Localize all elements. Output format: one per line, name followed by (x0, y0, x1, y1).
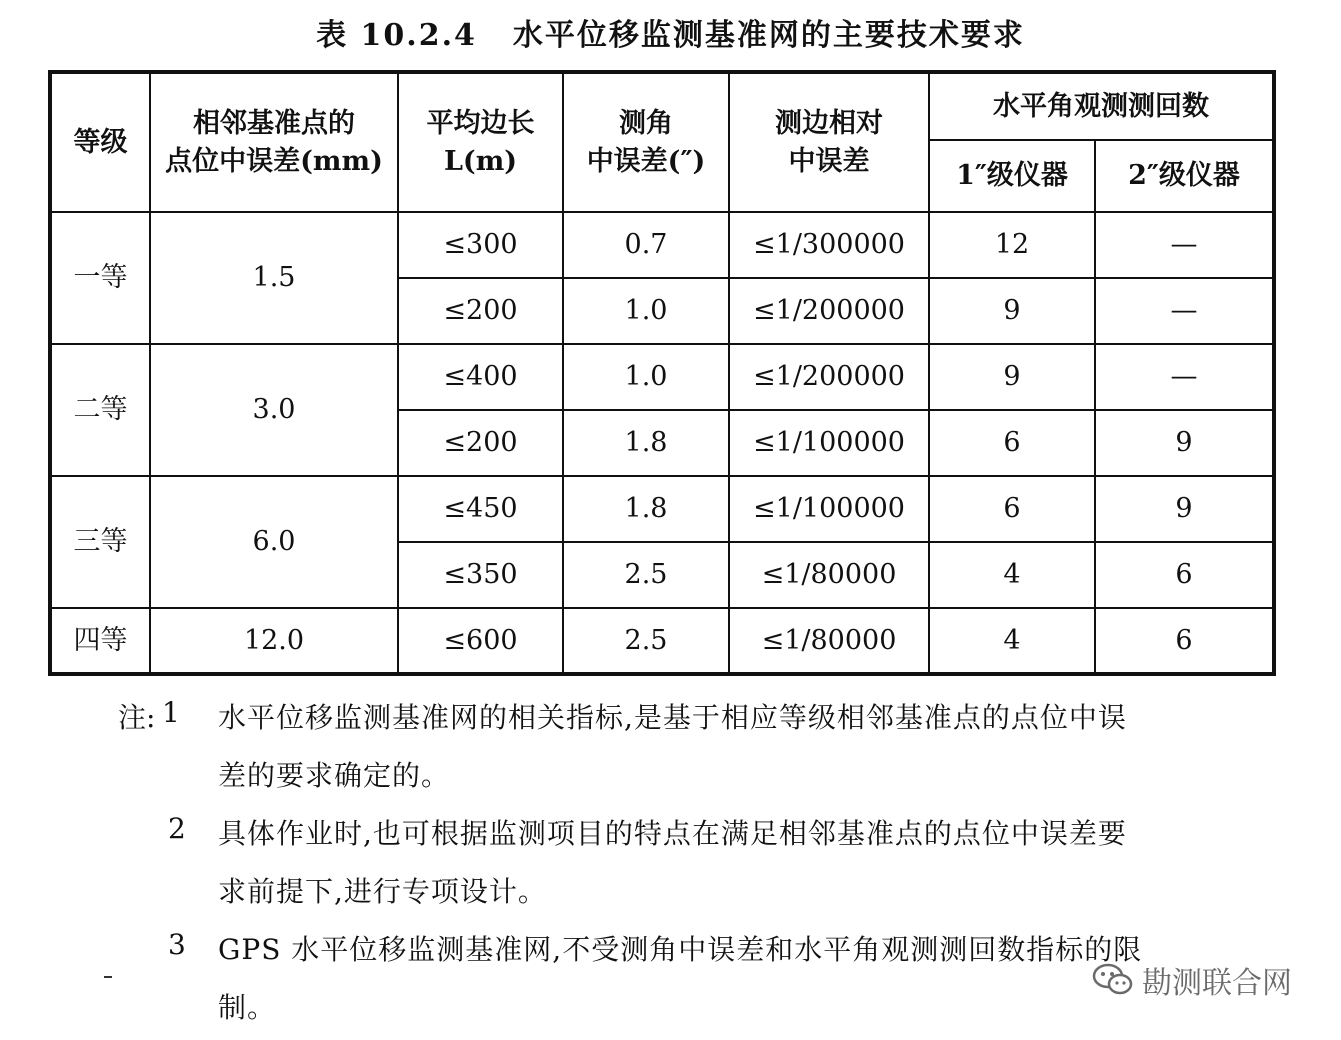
cell-grade: 一等 (50, 212, 150, 344)
cell-rounds-1: 6 (929, 410, 1095, 476)
cell-point-error: 12.0 (150, 608, 398, 674)
cell-angle-error: 2.5 (563, 542, 729, 608)
cell-point-error: 6.0 (150, 476, 398, 608)
cell-relative-error: ≤1/80000 (729, 542, 929, 608)
cell-angle-error: 1.8 (563, 476, 729, 542)
note-number: 3 (168, 928, 186, 961)
table-row (50, 212, 1274, 278)
header-point-error: 相邻基准点的 点位中误差(mm) (150, 72, 398, 212)
header-side-length: 平均边长 L(m) (398, 72, 563, 212)
header-angle-error: 测角 中误差(″) (563, 72, 729, 212)
watermark (1092, 958, 1292, 1002)
cell-side-length: ≤300 (398, 212, 563, 278)
cell-side-length: ≤450 (398, 476, 563, 542)
cell-side-length: ≤350 (398, 542, 563, 608)
cell-rounds-2: 9 (1095, 476, 1274, 542)
note-number: 2 (168, 812, 186, 845)
cell-side-length: ≤400 (398, 344, 563, 410)
technical-requirements-table (48, 70, 1276, 676)
cell-point-error: 1.5 (150, 212, 398, 344)
cell-rounds-2: 9 (1095, 410, 1274, 476)
cell-angle-error: 1.0 (563, 344, 729, 410)
cell-angle-error: 1.0 (563, 278, 729, 344)
note-text-line: 制。 (218, 991, 277, 1024)
table-row (50, 476, 1274, 542)
cell-rounds-1: 9 (929, 278, 1095, 344)
cell-side-length: ≤600 (398, 608, 563, 674)
cell-relative-error: ≤1/300000 (729, 212, 929, 278)
cell-grade: 四等 (50, 608, 150, 674)
cell-grade: 三等 (50, 476, 150, 608)
wechat-icon (1092, 961, 1134, 999)
header-instrument-1: 1″级仪器 (929, 140, 1095, 212)
cell-rounds-1: 4 (929, 608, 1095, 674)
table-number: 表 10.2.4 (316, 18, 477, 53)
cell-relative-error: ≤1/100000 (729, 476, 929, 542)
cell-relative-error: ≤1/80000 (729, 608, 929, 674)
table-title (0, 10, 1341, 54)
notes-label: 注: (118, 701, 156, 734)
cell-side-length: ≤200 (398, 278, 563, 344)
cell-point-error: 3.0 (150, 344, 398, 476)
cell-relative-error: ≤1/100000 (729, 410, 929, 476)
note-text-line: 差的要求确定的。 (218, 759, 451, 792)
cell-angle-error: 0.7 (563, 212, 729, 278)
cell-rounds-2: — (1095, 278, 1274, 344)
header-grade: 等级 (50, 72, 150, 212)
table-row (50, 608, 1274, 674)
note-number: 1 (162, 696, 180, 729)
stray-mark (104, 976, 112, 978)
cell-rounds-2: 6 (1095, 608, 1274, 674)
cell-rounds-2: — (1095, 344, 1274, 410)
cell-rounds-2: — (1095, 212, 1274, 278)
note-text-line: 具体作业时,也可根据监测项目的特点在满足相邻基准点的点位中误差要 (218, 817, 1127, 850)
cell-angle-error: 1.8 (563, 410, 729, 476)
cell-rounds-1: 12 (929, 212, 1095, 278)
cell-angle-error: 2.5 (563, 608, 729, 674)
note-text-line: 水平位移监测基准网的相关指标,是基于相应等级相邻基准点的点位中误 (218, 701, 1127, 734)
cell-rounds-1: 6 (929, 476, 1095, 542)
header-instrument-2: 2″级仪器 (1095, 140, 1274, 212)
cell-rounds-1: 4 (929, 542, 1095, 608)
cell-rounds-2: 6 (1095, 542, 1274, 608)
header-side-relative-error: 测边相对 中误差 (729, 72, 929, 212)
note-text-line: 求前提下,进行专项设计。 (218, 875, 547, 908)
watermark-text: 勘测联合网 (1142, 966, 1292, 1001)
note-text-line: GPS 水平位移监测基准网,不受测角中误差和水平角观测测回数指标的限 (218, 933, 1143, 966)
table-title-text: 水平位移监测基准网的主要技术要求 (512, 18, 1025, 53)
cell-relative-error: ≤1/200000 (729, 344, 929, 410)
cell-side-length: ≤200 (398, 410, 563, 476)
table-row (50, 344, 1274, 410)
cell-relative-error: ≤1/200000 (729, 278, 929, 344)
cell-rounds-1: 9 (929, 344, 1095, 410)
cell-grade: 二等 (50, 344, 150, 476)
header-rounds-group: 水平角观测测回数 (929, 72, 1274, 140)
